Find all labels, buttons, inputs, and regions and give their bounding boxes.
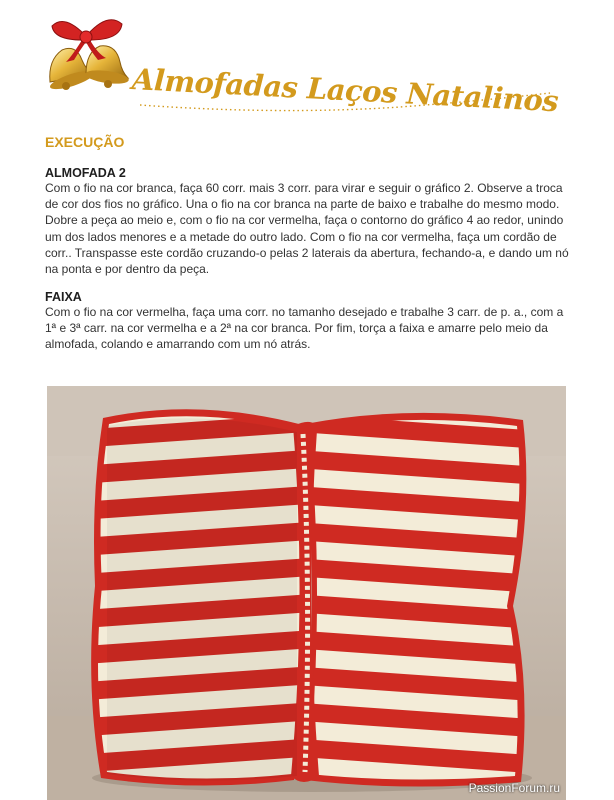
subheading-almofada: ALMOFADA 2 (45, 166, 126, 180)
page-title: Almofadas Laços Natalinos (131, 62, 559, 119)
subheading-faixa: FAIXA (45, 290, 82, 304)
christmas-bells-icon (36, 4, 132, 94)
pillow-photo (47, 386, 566, 800)
paragraph-faixa: Com o fio na cor vermelha, faça uma corr. no tamanho desejado e trabalhe 3 carr. de p. a., com a 1ª e 3ª carr. na cor vermelha e a 2ª na cor branca. Por fim, torça a faixa e amarre pelo meio da almofada, colando e amarrando com um nó atrás. (45, 305, 564, 352)
title-dotted-flourish (140, 91, 552, 115)
pillow-illustration (47, 386, 566, 800)
section-title: EXECUÇÃO (45, 134, 125, 150)
watermark: PassionForum.ru (468, 781, 560, 795)
paragraph-almofada: Com o fio na cor branca, faça 60 corr. mais 3 corr. para virar e seguir o gráfico 2. Observe a troca de cor dos fios no gráfico. Una o fio na cor branca na parte de baixo e trabalhe do mesmo modo. Dobre a peça ao meio e, com o fio na cor vermelha, faça o contorno do gráfico 4 ao redor, unindo um dos lados menores e a metade do outro lado. Com o fio na cor vermelha, faça um cordão de corr.. Transpasse este cordão cruzando-o pelas 2 laterais da abertura, fechando-a, e dando um nó na ponta e por dentro da peça. (45, 181, 569, 277)
